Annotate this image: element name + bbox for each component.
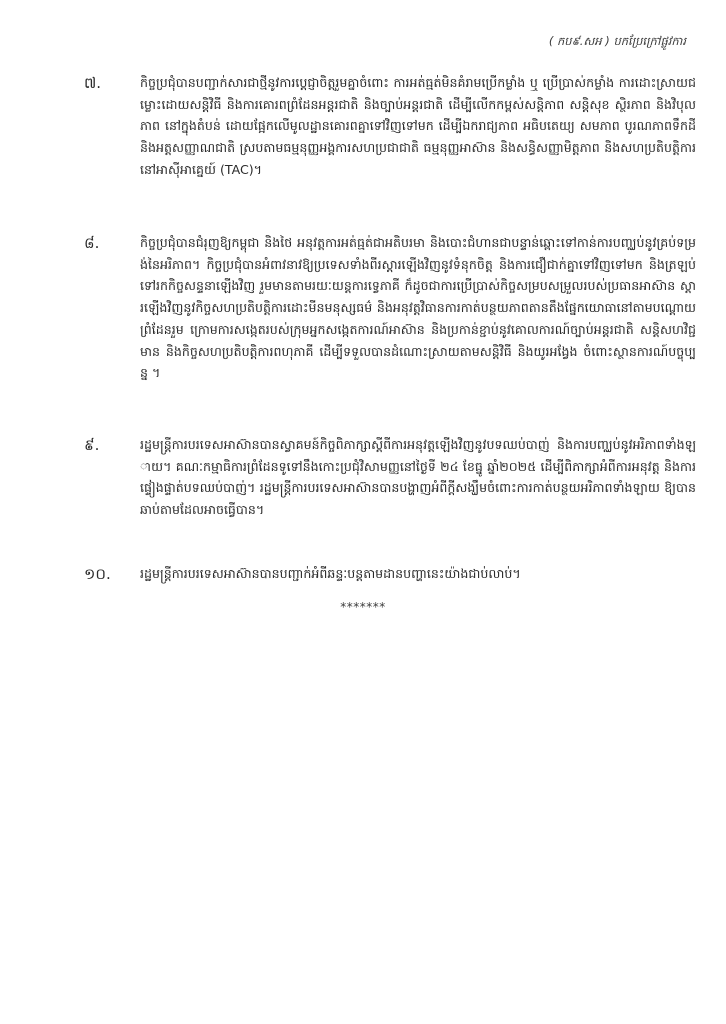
end-of-document-marker: ******* bbox=[340, 600, 386, 614]
paragraph-number: ៧. bbox=[84, 74, 102, 92]
paragraph-text: រដ្ឋមន្ត្រីការបរទេសអាស៊ានបានបញ្ជាក់អំពីឆន្ទៈបន្តតាមដានបញ្ហានេះយ៉ាងជាប់លាប់។ bbox=[140, 566, 521, 581]
paragraph-number: ៨. bbox=[84, 234, 100, 252]
paragraph-number: ១០. bbox=[84, 565, 111, 583]
paragraph-text: កិច្ចប្រជុំបានជំរុញឱ្យកម្ពុជា និងថៃ អនុវត្តការអត់ធ្មត់ជាអតិបរមា និងបោះជំហានជាបន្ទាន់ឆ្ពោះទៅកាន់ការបញ្ឈប់នូវគ្រប់ទម្រង់នៃអរិភាព។ កិច្ចប្រជុំបានអំពាវនាវឱ្យប្រទេសទាំងពីរស្ដារឡើងវិញនូវទំនុកចិត្ត និងការជឿជាក់គ្នាទៅវិញទៅមក និងត្រឡប់ទៅរកកិច្ចសន្ទនាឡើងវិញ រួមមានតាមរយៈយន្តការទ្វេភាគី ក៏ដូចជាការប្រើប្រាស់កិច្ចសម្របសម្រួលរបស់ប្រធានអាស៊ាន ស្ដារឡើងវិញនូវកិច្ចសហប្រតិបត្តិការដោះមីនមនុស្សធម៌ និងអនុវត្តវិធានការកាត់បន្ថយភាពតានតឹងផ្នែកយោធានៅតាមបណ្ដោយព្រំដែនរួម ក្រោមការសង្កេតរបស់ក្រុមអ្នកសង្កេតការណ៍អាស៊ាន និងប្រកាន់ខ្ជាប់នូវគោលការណ៍ច្បាប់អន្តរជាតិ សន្តិសហវិជ្ជមាន និងកិច្ចសហប្រតិបត្តិការពហុភាគី ដើម្បីទទួលបានដំណោះស្រាយតាមសន្តិវិធី និងយូរអង្វែង ចំពោះស្ថានការណ៍បច្ចុប្បន្ន ។ bbox=[140, 235, 696, 381]
paragraph-number: ៩. bbox=[84, 436, 100, 454]
paragraph-text: រដ្ឋមន្ត្រីការបរទេសអាស៊ានបានស្វាគមន៍កិច្ចពិភាក្សាស្ដីពីការអនុវត្តឡើងវិញនូវបទឈប់បាញ់ និងការបញ្ឈប់នូវអរិភាពទាំងឡាយ។ គណៈកម្មាធិការព្រំដែនទូទៅនឹងកោះប្រជុំវិសាមញ្ញនៅថ្ងៃទី ២៤ ខែធ្នូ ឆ្នាំ២០២៥ ដើម្បីពិភាក្សាអំពីការអនុវត្ត និងការផ្ទៀងផ្ទាត់បទឈប់បាញ់។ រដ្ឋមន្ត្រីការបរទេសអាស៊ានបានបង្ហាញអំពីក្ដីសង្ឃឹមចំពោះការកាត់បន្ថយអរិភាពទាំងឡាយ ឱ្យបានឆាប់តាមដែលអាចធ្វើបាន។ bbox=[140, 437, 696, 518]
paragraph-text: កិច្ចប្រជុំបានបញ្ជាក់សារជាថ្មីនូវការប្ដេជ្ញាចិត្តរួមគ្នាចំពោះ ការអត់ធ្មត់មិនគំរាមប្រើកម្លាំង ឬ ប្រើប្រាស់កម្លាំង ការដោះស្រាយជម្លោះដោយសន្តិវិធី និងការគោរពព្រំដែនអន្តរជាតិ និងច្បាប់អន្តរជាតិ ដើម្បីលើកកម្ពស់សន្តិភាព សន្តិសុខ ស្ថិរភាព និងវិបុលភាព នៅក្នុងតំបន់ ដោយផ្អែកលើមូលដ្ឋានគោរពគ្នាទៅវិញទៅមក ដើម្បីឯករាជ្យភាព អធិបតេយ្យ សមភាព បូរណភាពទឹកដី និងអត្តសញ្ញាណជាតិ ស្របតាមធម្មនុញ្ញអង្គការសហប្រជាជាតិ ធម្មនុញ្ញអាស៊ាន និងសន្ធិសញ្ញាមិត្តភាព និងសហប្រតិបត្តិការនៅអាស៊ីអាគ្នេយ៍ (TAC)។ bbox=[140, 75, 696, 177]
header-note: ( កប៩.សអ ) បកប្រែក្រៅផ្លូវការ bbox=[548, 34, 686, 48]
